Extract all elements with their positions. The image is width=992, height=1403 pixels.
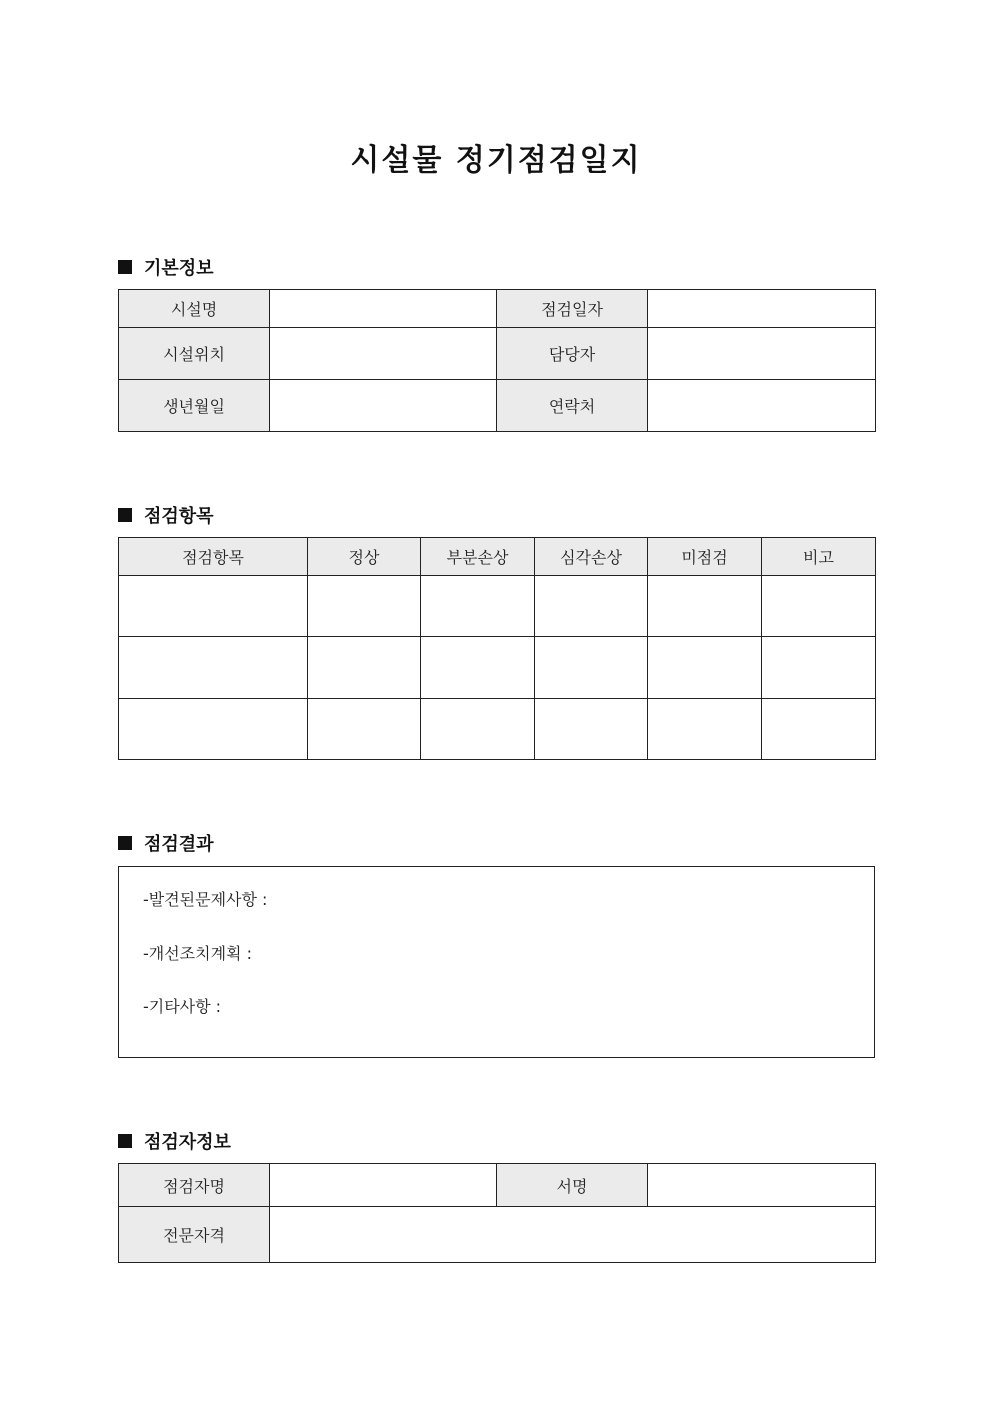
table-cell[interactable] [119, 576, 308, 637]
manager-label: 담당자 [497, 328, 648, 380]
other-notes-line: -기타사항 : [143, 997, 222, 1016]
improvement-plan-line: -개선조치계획 : [143, 944, 252, 963]
table-cell[interactable] [119, 699, 308, 760]
facility-name-field[interactable] [270, 290, 497, 328]
column-header-remarks: 비고 [762, 538, 876, 576]
square-bullet-icon [118, 260, 132, 274]
table-header-row [119, 538, 876, 576]
column-header-normal: 정상 [308, 538, 421, 576]
signature-field[interactable] [648, 1164, 876, 1207]
column-header-partial-damage: 부분손상 [421, 538, 535, 576]
facility-name-label: 시설명 [119, 290, 270, 328]
column-header-item: 점검항목 [119, 538, 308, 576]
issues-found-line: -발견된문제사항 : [143, 890, 268, 909]
birth-date-label: 생년월일 [119, 380, 270, 432]
table-row [119, 1164, 876, 1207]
facility-location-label: 시설위치 [119, 328, 270, 380]
table-cell[interactable] [421, 699, 535, 760]
table-cell[interactable] [421, 576, 535, 637]
contact-label: 연락처 [497, 380, 648, 432]
table-cell[interactable] [535, 576, 648, 637]
section-heading-basic-info [118, 254, 214, 280]
inspector-table [118, 1163, 876, 1263]
qualification-label: 전문자격 [119, 1207, 270, 1263]
table-cell[interactable] [535, 637, 648, 699]
facility-location-field[interactable] [270, 328, 497, 380]
column-header-severe-damage: 심각손상 [535, 538, 648, 576]
section-heading-check-items [118, 502, 214, 528]
table-cell[interactable] [308, 576, 421, 637]
table-row [119, 576, 876, 637]
section-heading-inspector [118, 1128, 231, 1154]
basic-info-table [118, 289, 876, 432]
table-row [119, 637, 876, 699]
table-cell[interactable] [535, 699, 648, 760]
section-title: 점검결과 [144, 834, 214, 855]
column-header-not-inspected: 미점검 [648, 538, 762, 576]
section-title: 점검자정보 [144, 1132, 231, 1153]
section-heading-results [118, 830, 214, 856]
inspector-name-field[interactable] [270, 1164, 497, 1207]
section-title: 기본정보 [144, 258, 214, 279]
table-row [119, 328, 876, 380]
section-title: 점검항목 [144, 506, 214, 527]
contact-field[interactable] [648, 380, 876, 432]
inspector-name-label: 점검자명 [119, 1164, 270, 1207]
inspection-date-label: 점검일자 [497, 290, 648, 328]
manager-field[interactable] [648, 328, 876, 380]
check-items-table [118, 537, 876, 760]
birth-date-field[interactable] [270, 380, 497, 432]
table-cell[interactable] [762, 637, 876, 699]
qualification-field[interactable] [270, 1207, 876, 1263]
table-cell[interactable] [762, 699, 876, 760]
table-row [119, 290, 876, 328]
page-title: 시설물 정기점검일지 [350, 143, 642, 178]
square-bullet-icon [118, 508, 132, 522]
signature-label: 서명 [497, 1164, 648, 1207]
inspection-date-field[interactable] [648, 290, 876, 328]
table-cell[interactable] [119, 637, 308, 699]
square-bullet-icon [118, 836, 132, 850]
table-cell[interactable] [648, 576, 762, 637]
table-cell[interactable] [762, 576, 876, 637]
square-bullet-icon [118, 1134, 132, 1148]
results-box[interactable] [118, 866, 875, 1058]
table-row [119, 1207, 876, 1263]
table-cell[interactable] [421, 637, 535, 699]
table-row [119, 380, 876, 432]
table-cell[interactable] [308, 637, 421, 699]
table-cell[interactable] [308, 699, 421, 760]
table-row [119, 699, 876, 760]
table-cell[interactable] [648, 699, 762, 760]
table-cell[interactable] [648, 637, 762, 699]
